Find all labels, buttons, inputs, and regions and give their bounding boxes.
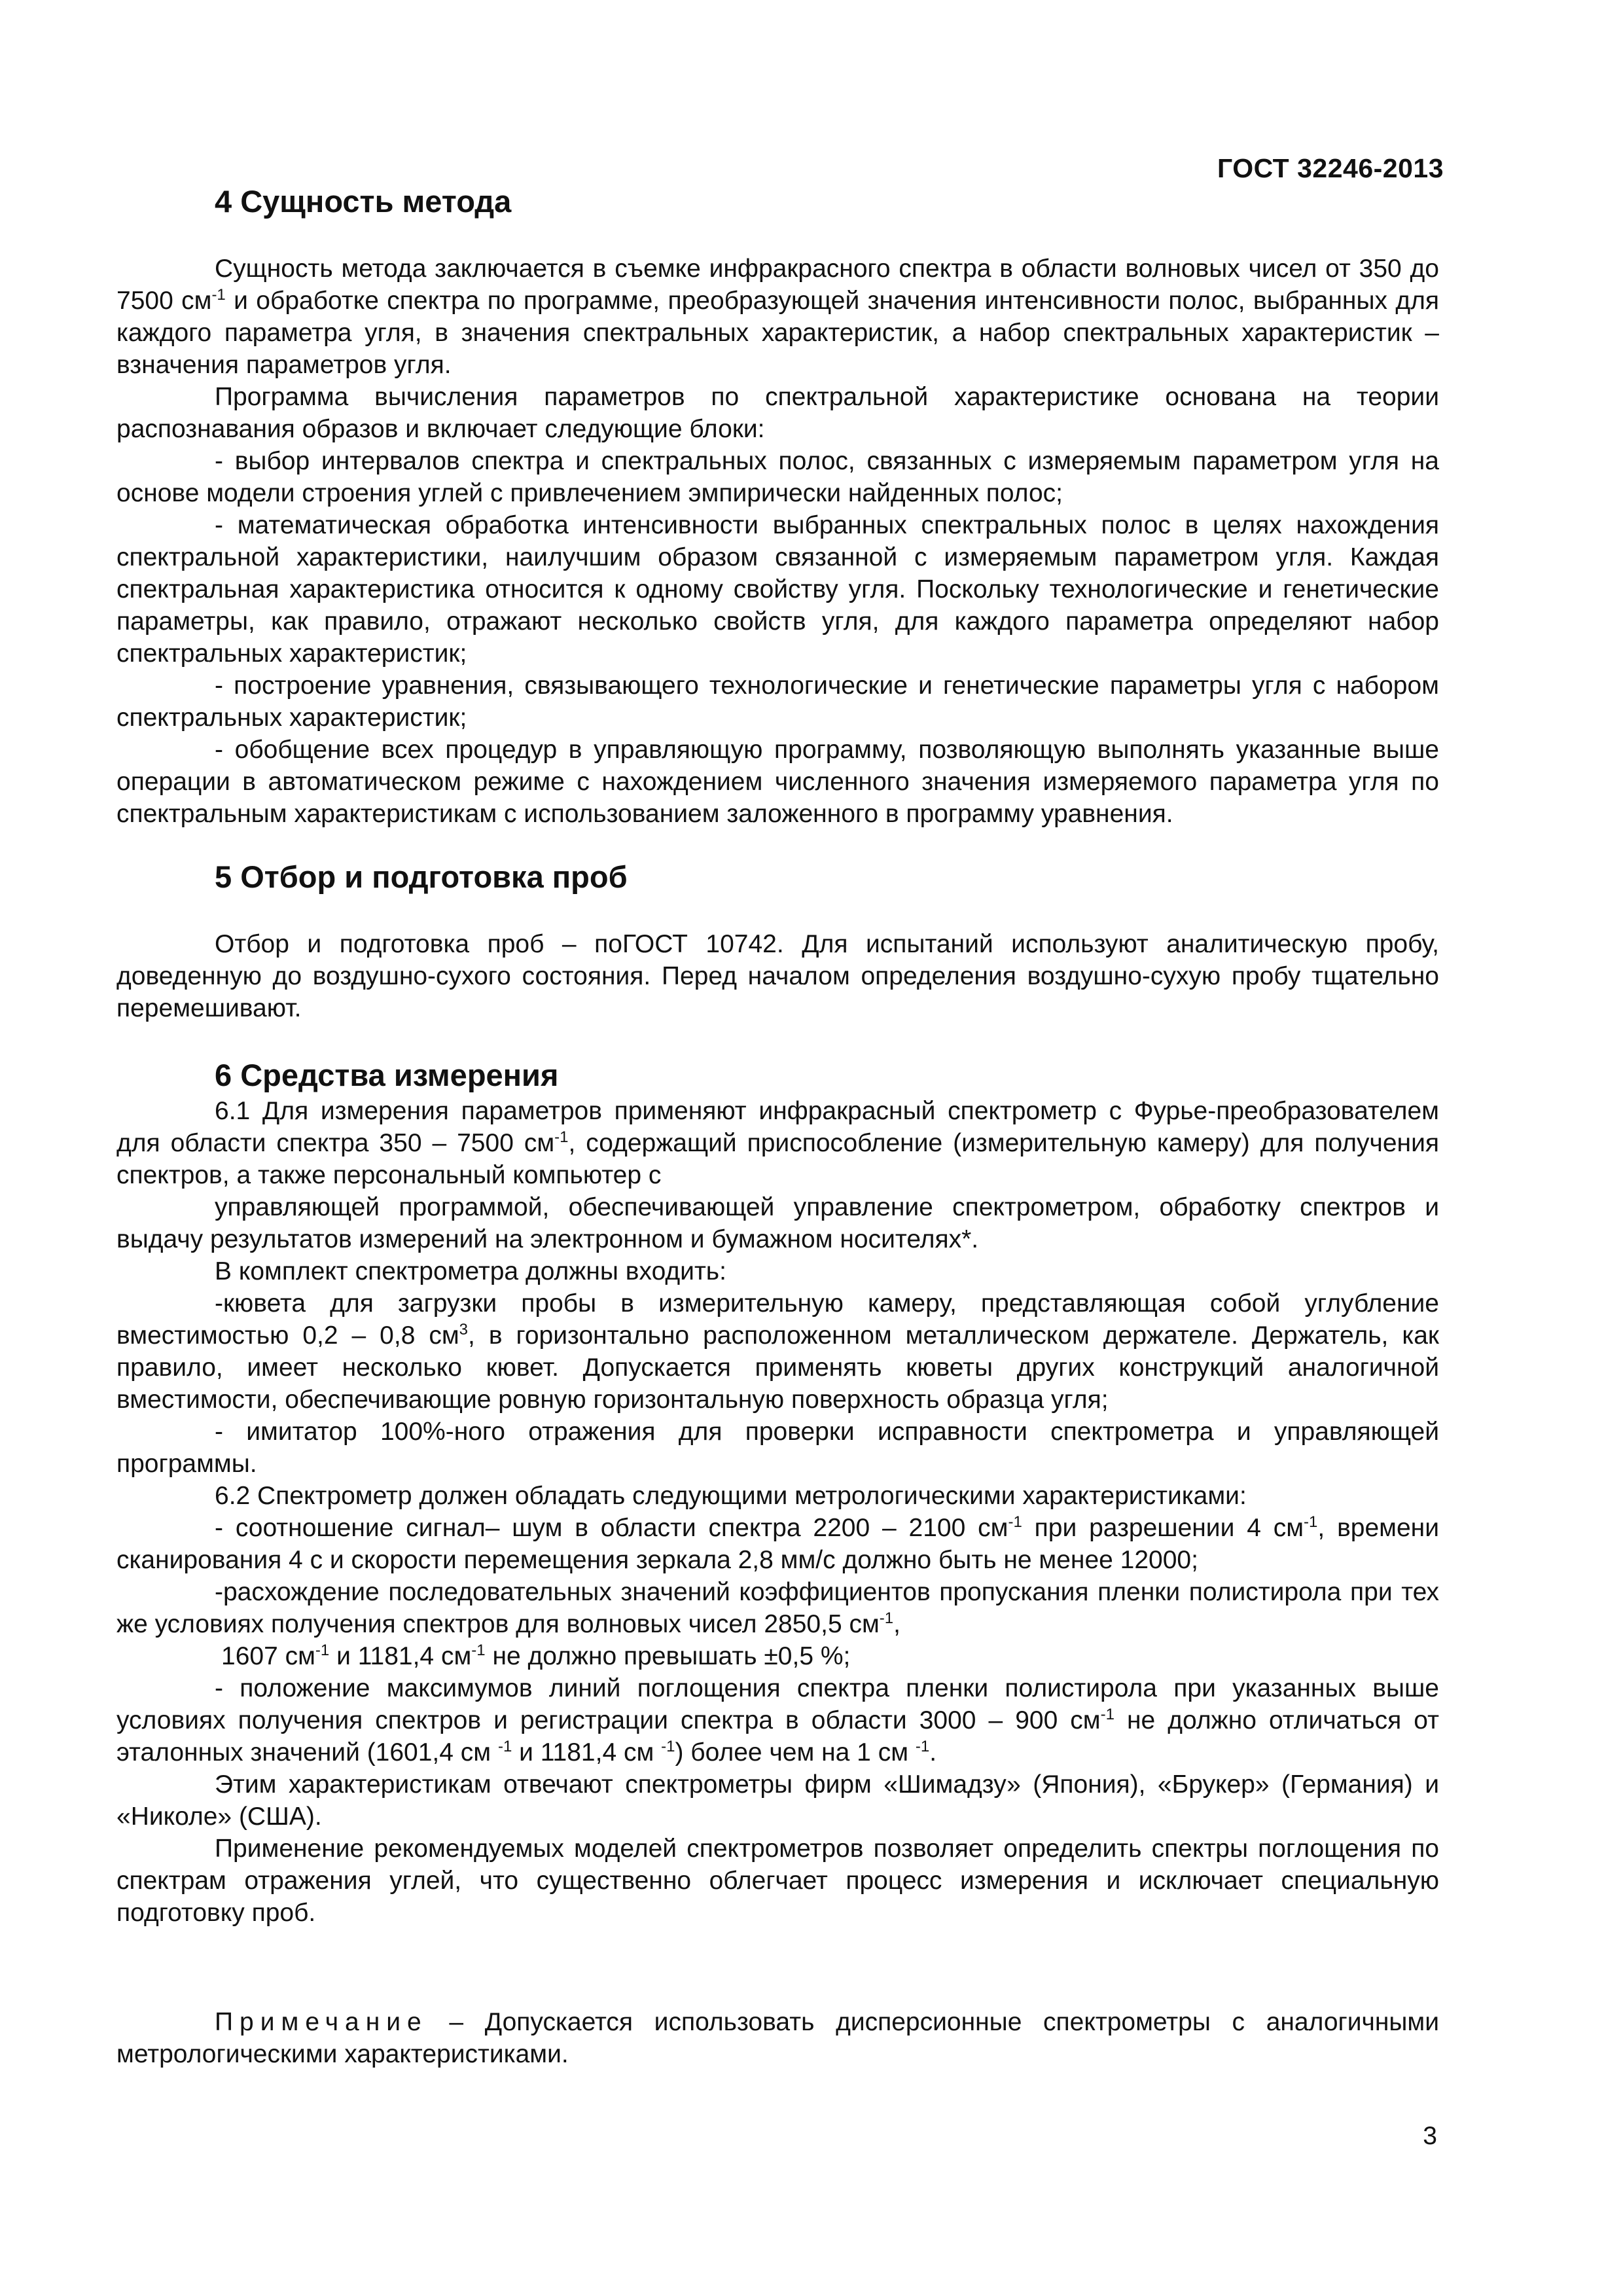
text-run: -расхождение последовательных значений коэффициентов пропускания пленки полистирола при тех же условиях получения спектров для волновых чисел 2850,5 см (116, 1578, 1439, 1638)
superscript: -1 (471, 1641, 486, 1659)
section-6-wavenumbers-line (116, 1640, 1439, 1672)
section-6-list-item-maxima (116, 1672, 1439, 1768)
section-6-paragraph-manufacturers: Этим характеристикам отвечают спектрометры фирм «Шимадзу» (Япония), «Брукер» (Германия) и «Николе» (США). (116, 1770, 1439, 1831)
section-4-list-item-2: - математическая обработка интенсивности выбранных спектральных полос в целях нахождения спектральной характеристики, наилучшим образом связанной с измеряемым параметром угля. Каждая спектральная характеристика относится к одному свойству угля. Поскольку технологические и генетические параметры, как правило, отражают несколько свойств угля, для каждого параметра определяют набор спектральных характеристик; (116, 511, 1439, 668)
superscript: -1 (661, 1738, 675, 1755)
superscript: 3 (459, 1321, 469, 1338)
text-run: - соотношение сигнал– шум в области спектра 2200 – 2100 см (215, 1514, 1008, 1542)
section-6-paragraph-1 (116, 1095, 1439, 1191)
superscript: -1 (554, 1128, 569, 1146)
section-6-list-item-imitator: - имитатор 100%-ного отражения для проверки исправности спектрометра и управляющей программы. (116, 1418, 1439, 1478)
text-run: и обработке спектра по программе, преобразующей значения интенсивности полос, выбранных для каждого параметра угля, в значения спектральных характеристик, а набор спектральных характеристик – взначения параметров угля. (116, 287, 1439, 379)
section-6-list-item-cuvette (116, 1287, 1439, 1416)
text-run: , содержащий приспособление (измерительную камеру) для получения спектров, а также персональный компьютер с (116, 1129, 1439, 1189)
text-run: 1607 см (221, 1642, 315, 1670)
page-number: 3 (1423, 2122, 1437, 2150)
section-6-paragraph-6-2: 6.2 Спектрометр должен обладать следующими метрологическими характеристиками: (215, 1482, 1247, 1510)
page-content (116, 182, 1439, 2070)
text-run: при разрешении 4 см (1022, 1514, 1304, 1542)
section-4-list-item-1: - выбор интервалов спектра и спектральных полос, связанных с измеряемым параметром угля на основе модели строения углей с привлечением эмпирически найденных полос; (116, 447, 1439, 507)
section-6-paragraph-application: Применение рекомендуемых моделей спектрометров позволяет определить спектры поглощения по спектрам отражения углей, что существенно облегчает процесс измерения и исключает специальную подготовку проб. (116, 1835, 1439, 1927)
section-6-paragraph-3: В комплект спектрометра должны входить: (215, 1257, 726, 1285)
text-run: и 1181,4 см (329, 1642, 472, 1670)
superscript: -1 (915, 1738, 930, 1755)
text-run: , времени сканирования 4 с и скорости перемещения зеркала 2,8 мм/с должно быть не менее 12000; (116, 1514, 1439, 1574)
document-code: ГОСТ 32246-2013 (1217, 153, 1444, 183)
superscript: -1 (1100, 1706, 1115, 1723)
superscript: -1 (1304, 1513, 1318, 1531)
text-run: не должно отличаться от эталонных значений (1601,4 см (116, 1706, 1440, 1767)
note-paragraph (116, 2006, 1439, 2070)
text-run: ) более чем на 1 см (675, 1738, 916, 1767)
section-4-paragraph-2: Программа вычисления параметров по спектральной характеристике основана на теории распознавания образов и включает следующие блоки: (116, 383, 1439, 443)
section-4-title: 4 Сущность метода (215, 184, 512, 219)
text-run: , в горизонтально расположенном металлическом держателе. Держатель, как правило, имеет несколько кювет. Допускается применять кюветы других конструкций аналогичной вместимости, обеспечивающие ровную горизонтальную поверхность образца угля; (116, 1321, 1439, 1414)
text-run: -кювета для загрузки пробы в измерительную камеру, представляющая собой углубление вместимостью 0,2 – 0,8 см (116, 1289, 1439, 1350)
superscript: -1 (211, 286, 226, 304)
note-text: – Допускается использовать дисперсионные спектрометры с аналогичными метрологическими характеристиками. (116, 2008, 1439, 2068)
superscript: -1 (879, 1609, 894, 1627)
text-run: 6.1 Для измерения параметров применяют инфракрасный спектрометр с Фурье-преобразователем для области спектра 350 – 7500 см (116, 1097, 1439, 1157)
section-6-title: 6 Средства измерения (215, 1058, 559, 1092)
superscript: -1 (1008, 1513, 1022, 1531)
text-run: не должно превышать ±0,5 %; (485, 1642, 851, 1670)
note-label: Примечание (215, 2008, 428, 2036)
section-4-paragraph-1 (116, 253, 1439, 381)
superscript: -1 (315, 1641, 330, 1659)
text-run: и 1181,4 см (512, 1738, 662, 1767)
section-4-list-item-3: - построение уравнения, связывающего технологические и генетические параметры угля с набором спектральных характеристик; (116, 672, 1439, 732)
section-6-paragraph-2: управляющей программой, обеспечивающей управление спектрометром, обработку спектров и выдачу результатов измерений на электронном и бумажном носителях*. (116, 1193, 1439, 1253)
text-run: . (929, 1738, 937, 1767)
text-run: , (893, 1610, 901, 1638)
section-5-title: 5 Отбор и подготовка проб (215, 859, 628, 894)
section-4-list-item-4: - обобщение всех процедур в управляющую программу, позволяющую выполнять указанные выше операции в автоматическом режиме с нахождением численного значения измеряемого параметра угля по спектральным характеристикам с использованием заложенного в программу уравнения. (116, 736, 1439, 828)
superscript: -1 (497, 1738, 512, 1755)
section-5-paragraph-1: Отбор и подготовка проб – поГОСТ 10742. Для испытаний используют аналитическую пробу, доведенную до воздушно-сухого состояния. Перед началом определения воздушно-сухую пробу тщательно перемешивают. (116, 930, 1439, 1022)
section-6-list-item-signal-noise (116, 1512, 1439, 1576)
text-run: Сущность метода заключается в съемке инфракрасного спектра в области волновых чисел от 350 до 7500 см (116, 255, 1439, 315)
text-run: - положение максимумов линий поглощения спектра пленки полистирола при указанных выше условиях получения спектров и регистрации спектра в области 3000 – 900 см (116, 1674, 1439, 1734)
section-6-list-item-divergence (116, 1576, 1439, 1640)
